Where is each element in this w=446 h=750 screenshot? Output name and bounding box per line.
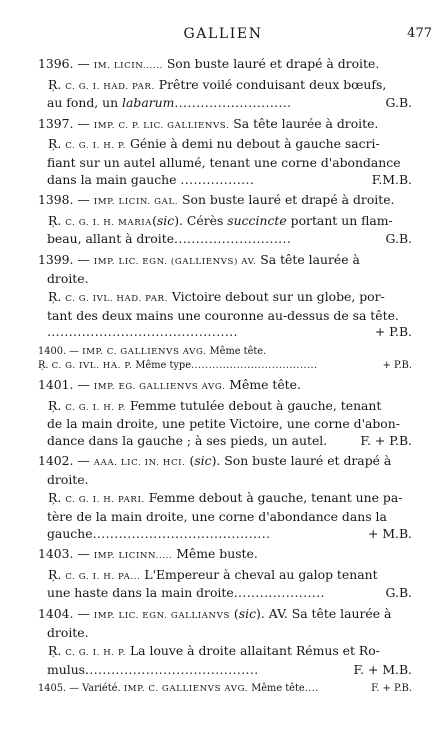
- entry-number: 1399.: [38, 251, 74, 267]
- reverse-description-cont: de la main droite, une petite Victoire, une corne d'abon-: [47, 416, 400, 432]
- reference: F. + M.B.: [353, 661, 412, 677]
- reverse-legend: C. G. I. H. P.: [65, 648, 126, 659]
- reverse-description: La louve à droite allaitant Rémus et Ro-: [129, 643, 380, 659]
- obverse-description: Même tête.: [209, 345, 267, 357]
- reverse-description: L'Empereur à cheval au galop tenant: [144, 566, 378, 582]
- leader-dots: .........................................: [92, 525, 271, 541]
- reverse-1403: [38, 567, 412, 602]
- obverse-description: Son buste lauré et drapé à droite.: [182, 192, 395, 208]
- reference: + P.B.: [374, 324, 412, 340]
- entry-number: 1404.: [38, 606, 74, 622]
- entry-1399: 1399. — IMP. LIC. EGN. (GALLIENVS) AV. Sa tête laurée à droite.: [38, 251, 360, 286]
- leader-dots: .....................: [233, 585, 325, 601]
- reverse-mark: Ŗ.: [48, 490, 62, 506]
- running-header: [0, 26, 446, 46]
- reverse-description-cont: dans la main gauche: [47, 171, 177, 187]
- reverse-description-cont: dance dans la gauche ; à ses pieds, un autel.: [47, 432, 328, 448]
- reverse-legend: C. G. I. H. PARI.: [65, 495, 145, 506]
- reference: F. + P.B.: [371, 683, 412, 695]
- obverse-description-cont: droite.: [47, 471, 89, 487]
- obverse-description: Son buste lauré et drapé à droite.: [166, 56, 380, 71]
- leader-dots: ............................................: [47, 324, 238, 340]
- reverse-description: Génie à demi nu debout à gauche sacri-: [129, 136, 380, 152]
- reverse-mark: Ŗ.: [48, 136, 62, 152]
- reverse-legend: C. G. I. HAD. PAR.: [65, 81, 155, 92]
- paren: (: [189, 453, 195, 469]
- obverse-description: Sa tête laurée à: [260, 251, 360, 267]
- obverse-description: Même buste.: [176, 546, 258, 562]
- page-number: 477: [407, 26, 432, 41]
- reference: + P.B.: [382, 359, 412, 371]
- leader-dots: ........................................: [85, 661, 259, 677]
- obverse-description: Même tête.: [229, 376, 301, 392]
- reference: + M.B.: [368, 525, 412, 541]
- entry-number: 1405.: [38, 683, 67, 695]
- leader-dots: ....................................: [191, 359, 318, 371]
- obverse-description: ). Son buste lauré et drapé à: [211, 453, 392, 469]
- reference: F.M.B.: [371, 171, 412, 187]
- leader-dots: .................: [180, 171, 255, 187]
- reverse-mark: Ŗ.: [38, 359, 49, 371]
- obverse-legend: IMP. C. GALLIENVS AVG.: [123, 684, 249, 695]
- reverse-description: Même type: [135, 359, 191, 371]
- reverse-description: portant un flam-: [286, 212, 393, 228]
- obverse-legend: IMP. LIC. EGN. GALLIANVS: [93, 611, 230, 622]
- obverse-legend: IMP. C. P. LIC. GALLIENVS.: [93, 120, 230, 131]
- running-title: GALLIEN: [183, 26, 263, 42]
- reverse-legend: C. G. I. H. MARIA: [65, 217, 153, 228]
- sic-note: sic: [194, 453, 212, 469]
- reverse-mark: Ŗ.: [48, 289, 62, 305]
- reverse-description: Victoire debout sur un globe, por-: [171, 289, 385, 305]
- entry-number: 1402.: [38, 453, 74, 469]
- entry-1402: 1402. — AAA. LIC. IN. HCI. (sic). Son buste lauré et drapé à droite.: [38, 453, 392, 487]
- obverse-legend: IM. LICIN......: [93, 61, 163, 71]
- reverse-mark: Ŗ.: [48, 212, 62, 228]
- entry-number: 1396.: [38, 56, 74, 71]
- reverse-1399: [38, 289, 412, 341]
- entry-number: 1401.: [38, 376, 74, 392]
- reverse-mark: Ŗ.: [48, 397, 62, 413]
- reverse-description: ). Cérès: [174, 212, 228, 228]
- reverse-legend: C. G. I. H. P.: [65, 141, 126, 152]
- reverse-legend: C. G. I. H. P.: [65, 402, 126, 413]
- reverse-mark: Ŗ.: [48, 643, 62, 659]
- entry-1403: 1403. — IMP. LICINN..... Même buste.: [38, 546, 258, 562]
- entry-1401: 1401. — IMP. EG. GALLIENVS AVG. Même tête.: [38, 376, 301, 392]
- reverse-description-italic: labarum: [122, 95, 175, 111]
- obverse-description-cont: droite.: [47, 624, 89, 640]
- reverse-description-cont: au fond, un: [47, 95, 123, 111]
- sic-note: sic: [156, 212, 175, 228]
- obverse-legend: IMP. LICIN. GAL.: [93, 197, 179, 208]
- reference: F. + P.B.: [360, 432, 412, 448]
- entry-1397: 1397. — IMP. C. P. LIC. GALLIENVS. Sa tête laurée à droite.: [38, 115, 379, 131]
- entry-1405: 1405. — Variété. IMP. C. GALLIENVS AVG. Même tête.... F. + P.B.: [38, 683, 412, 695]
- reverse-mark: Ŗ.: [48, 566, 62, 582]
- entry-1398: 1398. — IMP. LICIN. GAL. Son buste lauré et drapé à droite.: [38, 192, 395, 208]
- reverse-description-italic: succincte: [227, 212, 287, 228]
- reverse-description-cont: tant des deux mains une couronne au-dessus de sa tête.: [47, 307, 399, 323]
- catalog-body: [38, 56, 412, 700]
- reverse-description-cont: gauche: [47, 525, 93, 541]
- obverse-legend: IMP. LICINN.....: [93, 551, 173, 562]
- entry-number: 1400.: [38, 345, 67, 357]
- reverse-description-cont: une haste dans la main droite: [47, 585, 234, 601]
- reverse-description: Femme debout à gauche, tenant une pa-: [148, 490, 403, 506]
- obverse-description: Sa tête laurée à droite.: [233, 115, 379, 131]
- paren: (: [152, 212, 157, 228]
- obverse-legend: AAA. LIC. IN. HCI.: [93, 458, 186, 469]
- paren: (: [233, 606, 239, 622]
- leader-dots: ...........................: [174, 231, 292, 247]
- reverse-1397: [38, 136, 412, 188]
- variant-label: Variété.: [82, 683, 121, 695]
- entry-number: 1403.: [38, 546, 74, 562]
- reverse-legend: C. G. IVL. HA. P.: [51, 360, 133, 371]
- reverse-1396: [38, 77, 412, 112]
- reverse-description-cont: tère de la main droite, une corne d'abondance dans la: [47, 509, 387, 525]
- reverse-1398: [38, 213, 412, 248]
- sic-note: sic: [238, 606, 257, 622]
- reference: G.B.: [385, 231, 412, 247]
- reference: G.B.: [385, 95, 412, 111]
- reverse-mark: Ŗ.: [48, 76, 62, 92]
- reverse-description: Femme tutulée debout à gauche, tenant: [129, 397, 382, 413]
- reverse-description-cont: mulus: [47, 661, 86, 677]
- reverse-description: Prêtre voilé conduisant deux bœufs,: [158, 76, 387, 92]
- reverse-legend: C. G. IVL. HAD. PAR.: [65, 294, 168, 305]
- reverse-1404: [38, 643, 412, 678]
- entry-number: 1397.: [38, 115, 74, 131]
- obverse-description-cont: droite.: [47, 270, 89, 286]
- leader-dots: ....: [304, 683, 319, 695]
- entry-number: 1398.: [38, 192, 74, 208]
- obverse-legend: IMP. LIC. EGN. (GALLIENVS) AV.: [93, 256, 257, 267]
- reference: G.B.: [385, 585, 412, 601]
- reverse-legend: C. G. I. H. PA...: [65, 571, 141, 582]
- reverse-1402: [38, 490, 412, 542]
- entry-1396: 1396. — IM. LICIN...... Son buste lauré et drapé à droite.: [38, 56, 380, 71]
- obverse-description: Même tête: [251, 683, 305, 695]
- leader-dots: ...........................: [174, 95, 292, 111]
- reverse-description-cont: fiant sur un autel allumé, tenant une corne d'abondance: [47, 154, 401, 170]
- entry-1404: 1404. — IMP. LIC. EGN. GALLIANVS (sic). AV. Sa tête laurée à droite.: [38, 606, 392, 640]
- obverse-legend: IMP. C. GALLIENVS AVG.: [82, 346, 207, 357]
- obverse-description: ). AV. Sa tête laurée à: [256, 606, 392, 622]
- reverse-1401: [38, 398, 412, 450]
- entry-1400: 1400. — IMP. C. GALLIENVS AVG. Même tête. Ŗ. C. G. IVL. HA. P. Même type.................................... + P.B.: [38, 345, 412, 371]
- reverse-description-cont: beau, allant à droite: [47, 231, 175, 247]
- obverse-legend: IMP. EG. GALLIENVS AVG.: [93, 381, 226, 392]
